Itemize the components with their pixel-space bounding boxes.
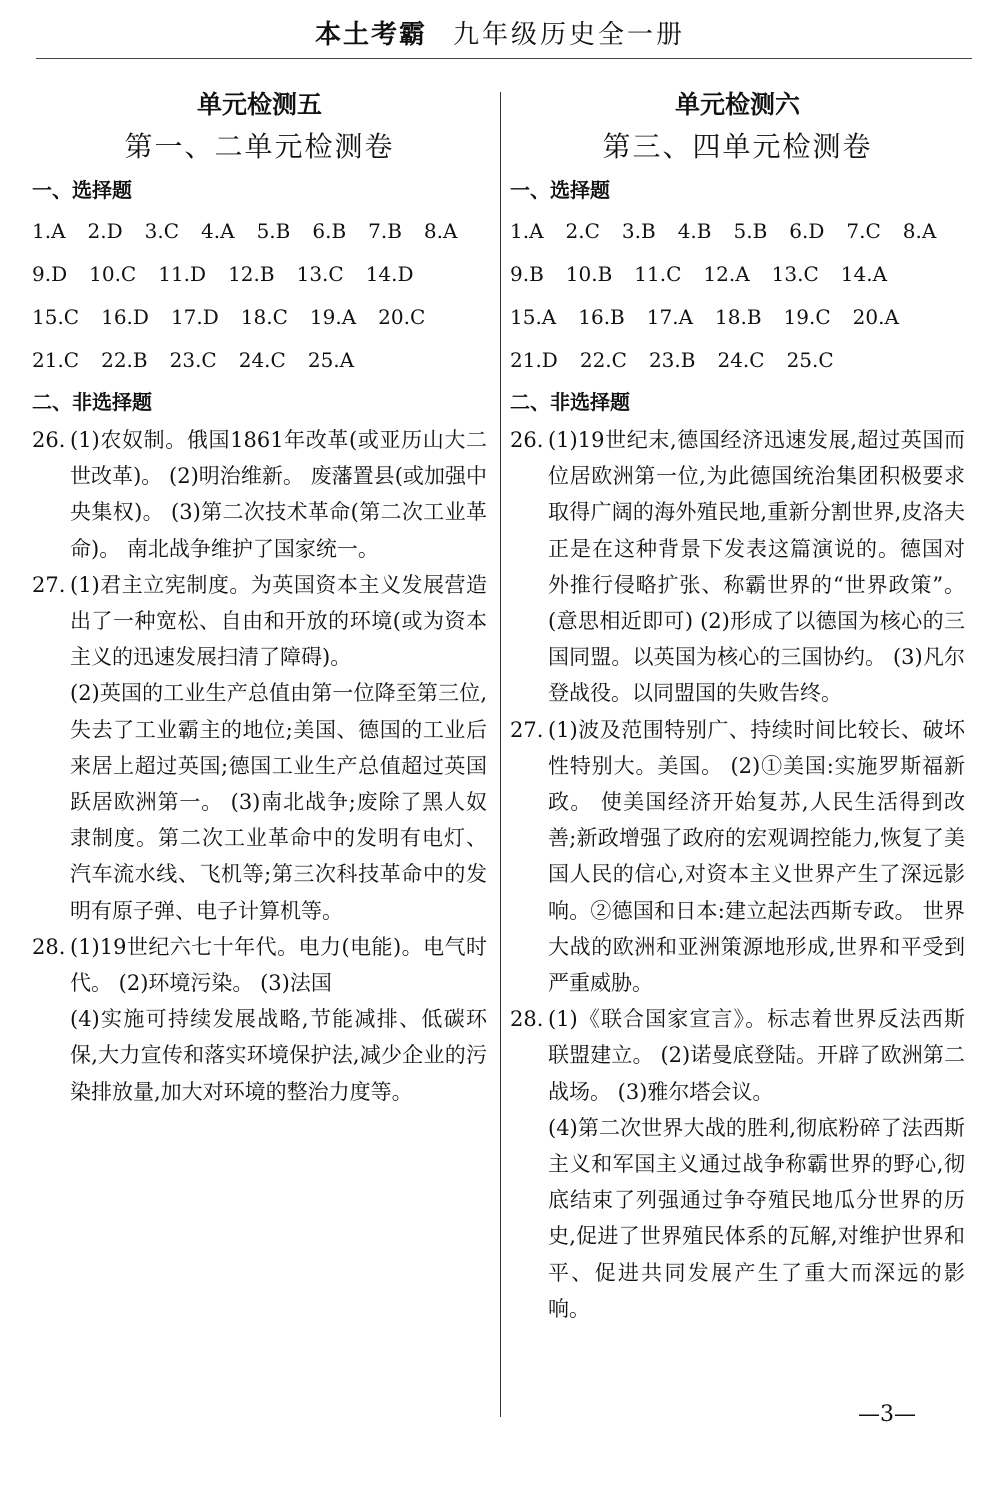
answer-item: 13.C xyxy=(771,262,819,286)
answer-row xyxy=(32,253,487,296)
section-heading-nonmc: 二、非选择题 xyxy=(32,390,152,414)
answer-item: 8.A xyxy=(423,219,458,243)
answer-item: 9.D xyxy=(32,262,68,286)
answer-item: 14.A xyxy=(840,262,888,286)
answer-item: 16.D xyxy=(101,305,149,329)
answer-paragraph: (1)农奴制。俄国1861年改革(或亚历山大二世改革)。 (2)明治维新。 废藩置县(或加强中央集权)。 (3)第二次技术革命(第二次工业革命)。 南北战争维护了国家统一。 xyxy=(70,428,487,561)
question-item xyxy=(510,422,965,712)
answer-paragraph: (1)君主立宪制度。为英国资本主义发展营造出了一种宽松、自由和开放的环境(或为资本主义的迅速发展扫清了障碍)。 xyxy=(70,572,487,670)
question-item xyxy=(32,422,487,567)
page-number: —3— xyxy=(858,1402,916,1427)
answer-row xyxy=(32,296,487,339)
answer-row xyxy=(510,339,965,382)
answer-item: 6.D xyxy=(789,219,825,243)
answer-item: 2.C xyxy=(565,219,600,243)
question-item xyxy=(32,929,487,1110)
answer-paragraph: (4)实施可持续发展战略,节能减排、低碳环保,大力宣传和落实环境保护法,减少企业的污染排放量,加大对环境的整治力度等。 xyxy=(70,1007,487,1104)
question-answer xyxy=(70,929,487,1110)
answer-item: 18.C xyxy=(240,305,288,329)
answer-item: 13.C xyxy=(296,262,344,286)
answer-row xyxy=(510,210,965,253)
section-heading-mc: 一、选择题 xyxy=(510,178,610,202)
question-list xyxy=(32,422,487,1110)
answer-item: 19.A xyxy=(309,305,357,329)
question-item xyxy=(510,1001,965,1327)
answer-paragraph: (1)波及范围特别广、持续时间比较长、破坏性特别大。美国。 (2)①美国:实施罗斯福新政。 使美国经济开始复苏,人民生活得到改善;新政增强了政府的宏观调控能力,恢复了美国人民的信心,对资本主义世界产生了深远影响。②德国和日本:建立起法西斯专政。 世界大战的欧洲和亚洲策源地形成,世界和平受到严重威胁。 xyxy=(548,717,965,996)
mc-answers xyxy=(510,210,965,382)
answer-item: 22.B xyxy=(101,348,148,372)
answer-item: 20.A xyxy=(852,305,899,329)
answer-item: 20.C xyxy=(378,305,426,329)
section-heading-mc: 一、选择题 xyxy=(32,178,132,202)
answer-item: 10.B xyxy=(565,262,613,286)
answer-paragraph: (4)第二次世界大战的胜利,彻底粉碎了法西斯主义和军国主义通过战争称霸世界的野心,彻底结束了列强通过争夺殖民地瓜分世界的历史,促进了世界殖民体系的瓦解,对维护世界和平、促进共同发展产生了重大而深远的影响。 xyxy=(548,1115,965,1321)
question-answer xyxy=(70,422,487,567)
right-column xyxy=(510,84,965,1327)
left-column xyxy=(32,84,487,1110)
answer-item: 1.A xyxy=(510,219,544,243)
answer-item: 6.B xyxy=(312,219,347,243)
answer-item: 16.B xyxy=(578,305,625,329)
header-rule xyxy=(36,58,972,59)
answer-paragraph: (1)《联合国家宣言》。标志着世界反法西斯联盟建立。 (2)诺曼底登陆。开辟了欧洲第二战场。 (3)雅尔塔会议。 xyxy=(548,1007,965,1104)
answer-item: 21.D xyxy=(510,348,558,372)
answer-item: 25.C xyxy=(786,348,834,372)
question-answer xyxy=(70,567,487,929)
answer-item: 17.D xyxy=(170,305,219,329)
answer-item: 2.D xyxy=(87,219,123,243)
question-answer xyxy=(548,1001,965,1327)
page-header xyxy=(0,0,1000,62)
question-number: 28. xyxy=(32,934,66,959)
section-heading-nonmc: 二、非选择题 xyxy=(510,390,630,414)
answer-item: 19.C xyxy=(783,305,831,329)
question-item xyxy=(32,567,487,929)
answer-row xyxy=(32,210,487,253)
answer-item: 17.A xyxy=(646,305,694,329)
answer-item: 24.C xyxy=(238,348,286,372)
answer-item: 23.B xyxy=(648,348,696,372)
sub-title: 第三、四单元检测卷 xyxy=(602,130,873,163)
answer-item: 8.A xyxy=(902,219,937,243)
answer-item: 21.C xyxy=(32,348,80,372)
answer-item: 5.B xyxy=(733,219,768,243)
answer-item: 18.B xyxy=(715,305,762,329)
question-answer xyxy=(548,422,965,712)
question-number: 27. xyxy=(510,717,544,742)
question-number: 27. xyxy=(32,572,66,597)
answer-item: 1.A xyxy=(32,219,66,243)
answer-paragraph: (1)19世纪六七十年代。电力(电能)。电气时代。 (2)环境污染。 (3)法国 xyxy=(70,934,487,996)
question-number: 28. xyxy=(510,1007,544,1032)
answer-item: 4.A xyxy=(201,219,235,243)
answer-item: 15.C xyxy=(32,305,80,329)
answer-item: 9.B xyxy=(510,262,544,286)
answer-item: 11.C xyxy=(634,262,682,286)
answer-item: 3.C xyxy=(144,219,180,243)
answer-item: 22.C xyxy=(579,348,627,372)
answer-row xyxy=(510,296,965,339)
unit-title: 单元检测六 xyxy=(674,90,800,119)
column-divider xyxy=(500,92,501,1417)
answer-item: 7.C xyxy=(846,219,881,243)
answer-item: 23.C xyxy=(169,348,217,372)
answer-item: 15.A xyxy=(510,305,557,329)
answer-item: 5.B xyxy=(256,219,291,243)
answer-item: 12.B xyxy=(228,262,275,286)
answer-item: 4.B xyxy=(677,219,712,243)
question-item xyxy=(510,712,965,1002)
answer-item: 11.D xyxy=(158,262,207,286)
question-number: 26. xyxy=(510,428,544,452)
answer-item: 12.A xyxy=(703,262,750,286)
answer-item: 10.C xyxy=(89,262,137,286)
answer-row xyxy=(32,339,487,382)
answer-paragraph: (2)英国的工业生产总值由第一位降至第三位,失去了工业霸主的地位;美国、德国的工业后来居上超过英国;德国工业生产总值超过英国跃居欧洲第一。 (3)南北战争;废除了黑人奴隶制度。第二次工业革命中的发明有电灯、汽车流水线、飞机等;第三次科技革命中的发明有原子弹、电子计算机等。 xyxy=(70,681,487,923)
answer-item: 3.B xyxy=(621,219,656,243)
answer-item: 7.B xyxy=(368,219,402,243)
answer-row xyxy=(510,253,965,296)
unit-title: 单元检测五 xyxy=(196,90,322,119)
question-list xyxy=(510,422,965,1327)
answer-item: 25.A xyxy=(307,348,355,372)
sub-title: 第一、二单元检测卷 xyxy=(124,130,395,163)
question-number: 26. xyxy=(32,428,66,452)
mc-answers xyxy=(32,210,487,382)
answer-paragraph: (1)19世纪末,德国经济迅速发展,超过英国而位居欧洲第一位,为此德国统治集团积极要求取得广阔的海外殖民地,重新分割世界,皮洛夫正是在这种背景下发表这篇演说的。德国对外推行侵略扩张、称霸世界的“世界政策”。(意思相近即可) (2)形成了以德国为核心的三国同盟。以英国为核心的三国协约。 (3)凡尔登战役。以同盟国的失败告终。 xyxy=(548,428,965,706)
subject-title: 九年级历史全一册 xyxy=(453,20,686,50)
question-answer xyxy=(548,712,965,1002)
answer-item: 14.D xyxy=(365,262,414,286)
answer-item: 24.C xyxy=(717,348,765,372)
book-title: 本土考霸 xyxy=(314,20,427,50)
